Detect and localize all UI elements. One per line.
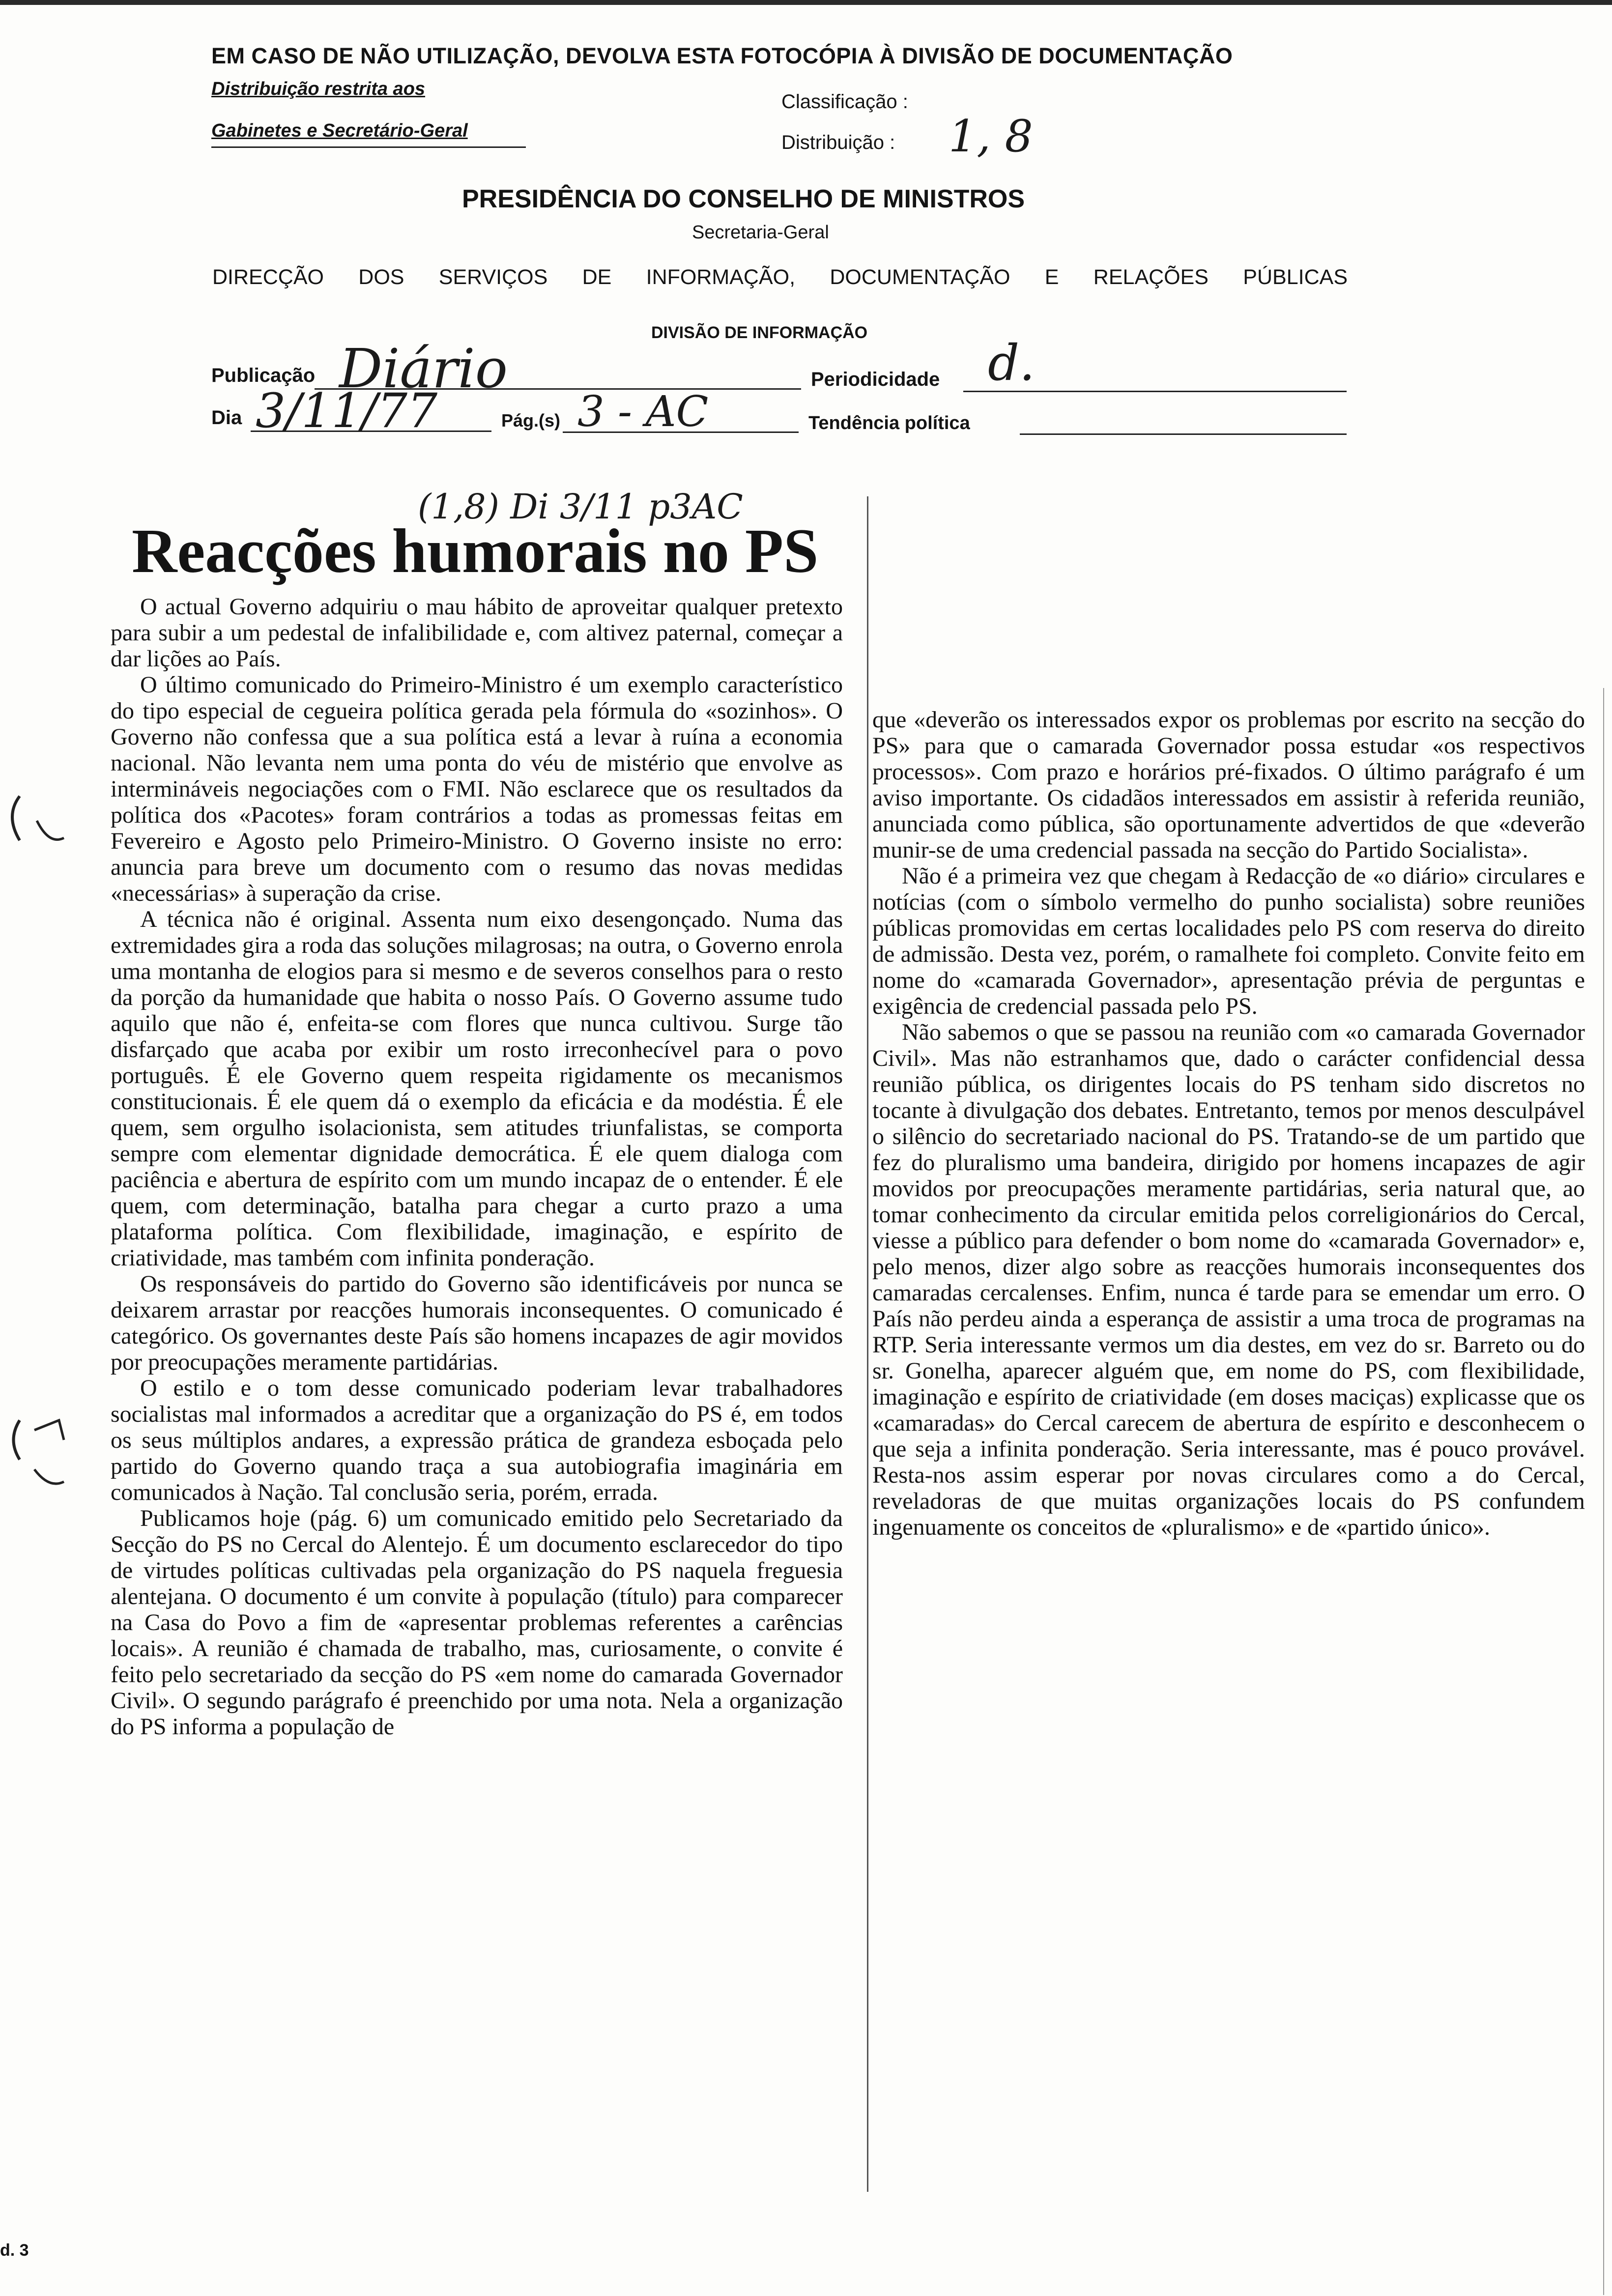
paragraph: Não é a primeira vez que chegam à Redacção de «o diário» circulares e notícias (com o símbolo vermelho do punho socialista) sobre reuniões públicas promovidas em certas localidades pelo PS com reserva do direito de admissão. Desta vez, porém, o ramalhete foi completo. Convite feito em nome do «camarada Governador», apresentação prévia de perguntas e exigência de credencial passada pelo PS. [872,863,1585,1019]
return-notice: EM CASO DE NÃO UTILIZAÇÃO, DEVOLVA ESTA FOTOCÓPIA À DIVISÃO DE DOCUMENTAÇÃO [211,43,1233,68]
distribution-restricted: Distribuição restrita aos [211,79,426,99]
right-edge-line [1603,688,1604,2295]
organization-title: PRESIDÊNCIA DO CONSELHO DE MINISTROS [462,185,1025,213]
distribution-cabinets: Gabinetes e Secretário-Geral [211,120,468,141]
political-tendency-line [1020,433,1347,435]
pages-label: Pág.(s) [501,410,561,430]
political-tendency-label: Tendência política [808,413,970,433]
article-left-column [111,594,843,1740]
paragraph: que «deverão os interessados expor os problemas por escrito na secção do PS» para que o camarada Governador possa estudar «os respectivos processos». Com prazo e horários pré-fixados. O último parágrafo é um aviso importante. Os cidadãos interessados em assistir à referida reunião, anunciada como pública, são oportunamente advertidos de que «deverão munir-se de uma credencial passada na secção do Partido Socialista». [872,707,1585,863]
division-title: DIVISÃO DE INFORMAÇÃO [651,323,868,342]
day-label: Dia [211,407,242,429]
publication-label: Publicação [211,365,316,386]
column-divider [867,496,868,2192]
top-rule [0,0,1612,5]
paragraph: O estilo e o tom desse comunicado poderiam levar trabalhadores socialistas mal informados a acreditar que a organização do PS é, em todos os seus múltiplos andares, a expressão prática de grandeza esboçada pelo partido do Governo quando traça a sua autobiografia imaginária em comunicados à Nação. Tal conclusão seria, porém, errada. [111,1375,843,1505]
paragraph: O último comunicado do Primeiro-Ministro é um exemplo característico do tipo especial de cegueira política gerada pela fórmula do «sozinhos». O Governo não confessa que a sua política está a levar à ruína a economia nacional. Não levanta nem uma ponta do véu de mistério que envolve as intermináveis negociações com o FMI. Não esclarece que os resultados da política dos «Pacotes» foram contrários a todas as promessas feitas em Fevereiro e Agosto pelo Primeiro-Ministro. O Governo insiste no erro: anuncia para breve um documento com o resumo das novas medidas «necessárias» à superação da crise. [111,672,843,906]
classification-label: Classificação : [781,91,908,113]
distribution-label: Distribuição : [781,132,895,153]
directorate-title: DIRECÇÃO DOS SERVIÇOS DE INFORMAÇÃO, DOCUMENTAÇÃO E RELAÇÕES PÚBLICAS [212,265,1348,289]
paragraph: Não sabemos o que se passou na reunião com «o camarada Governador Civil». Mas não estranhamos que, dado o carácter confidencial dessa reunião pública, os dirigentes locais do PS tenham sido discretos no tocante à divulgação dos debates. Entretanto, temos por menos desculpável o silêncio do secretariado nacional do PS. Tratando-se de um partido que fez do pluralismo uma bandeira, dirigido por homens incapazes de agir movidos por preocupações meramente partidárias, seria natural que, ao tomar conhecimento da circular emitida pelos correligionários do Cercal, viesse a público para defender o bom nome do «camarada Governador» e, pelo menos, dizer algo sobre as reacções humorais inconsequentes dos camaradas cercalenses. Enfim, nunca é tarde para se emendar um erro. O País não perdeu ainda a esperança de assistir a uma troca de programas na RTP. Seria interessante vermos um dia destes, em vez do sr. Barreto ou do sr. Gonelha, aparecer alguém que, em nome do PS, com flexibilidade, imaginação e espírito de criatividade (em doses maciças) explicasse que os «camaradas» do Cercal carecem de abertura de espírito e desconhecem o que seja a infinita ponderação. Seria interessante, mas é pouco provável. Resta-nos assim esperar por novas circulares como a do Cercal, reveladoras de que muitas organizações locais do PS confundem ingenuamente os conceitos de «pluralismo» e de «partido único». [872,1019,1585,1540]
article-title: Reacções humorais no PS [132,516,819,586]
pages-handwritten-value: 3 - AC [577,387,709,436]
day-handwritten-value: 3/11/77 [256,383,438,438]
periodicity-handwritten-value: d. [988,334,1035,392]
margin-bracket-marks [0,767,79,1602]
publication-handwritten-value: Diário [339,337,508,400]
distribution-handwritten-value: 1, 8 [949,111,1033,162]
paragraph: A técnica não é original. Assenta num eixo desengonçado. Numa das extremidades gira a roda das soluções milagrosas; na outra, o Governo enrola uma montanha de elogios para si mesmo e de severos conselhos para o resto da porção da humanidade que habita o nosso País. O Governo assume tudo aquilo que não é, enfeita-se com flores que nunca cultivou. Surge tão disfarçado que acaba por exibir um rosto irreconhecível para o povo português. É ele Governo quem respeita rigidamente os mecanismos constitucionais. É ele quem dá o exemplo da eficácia e da modéstia. É ele quem, sem orgulho isolacionista, sem atitudes triunfalistas, se comporta sempre com elementar dignidade democrática. É ele quem dialoga com paciência e abertura de espírito com um mundo incapaz de o entender. É ele quem, com determinação, batalha para chegar a curto prazo a uma plataforma política. Com flexibilidade, imaginação, e espírito de criatividade, mas também com infinita ponderação. [111,906,843,1271]
paragraph: O actual Governo adquiriu o mau hábito de aproveitar qualquer pretexto para subir a um pedestal de infalibilidade e, com altivez paternal, começar a dar lições ao País. [111,594,843,672]
paragraph: Publicamos hoje (pág. 6) um comunicado emitido pelo Secretariado da Secção do PS no Cercal do Alentejo. É um documento esclarecedor do tipo de virtudes políticas cultivadas pela organização do PS naquela freguesia alentejana. O documento é um convite à população (título) para comparecer na Casa do Povo a fim de «apresentar problemas referentes a carências locais». A reunião é chamada de trabalho, mas, curiosamente, o convite é feito pelo secretariado da secção do PS «em nome do camarada Governador Civil». O segundo parágrafo é preenchido por uma nota. Nela a organização do PS informa a população de [111,1505,843,1740]
paragraph: Os responsáveis do partido do Governo são identificáveis por nunca se deixarem arrastar por reacções humorais inconsequentes. O comunicado é categórico. Os governantes deste País são homens incapazes de agir movidos por preocupações meramente partidárias. [111,1271,843,1375]
article-handwritten-annotation: (1,8) Di 3/11 p3AC [418,487,743,527]
article-right-column [872,707,1585,1540]
distribution-rule [211,146,526,148]
edge-page-mark: d. 3 [0,2241,29,2260]
secretariat-subtitle: Secretaria-Geral [692,222,829,243]
periodicity-label: Periodicidade [811,369,940,390]
